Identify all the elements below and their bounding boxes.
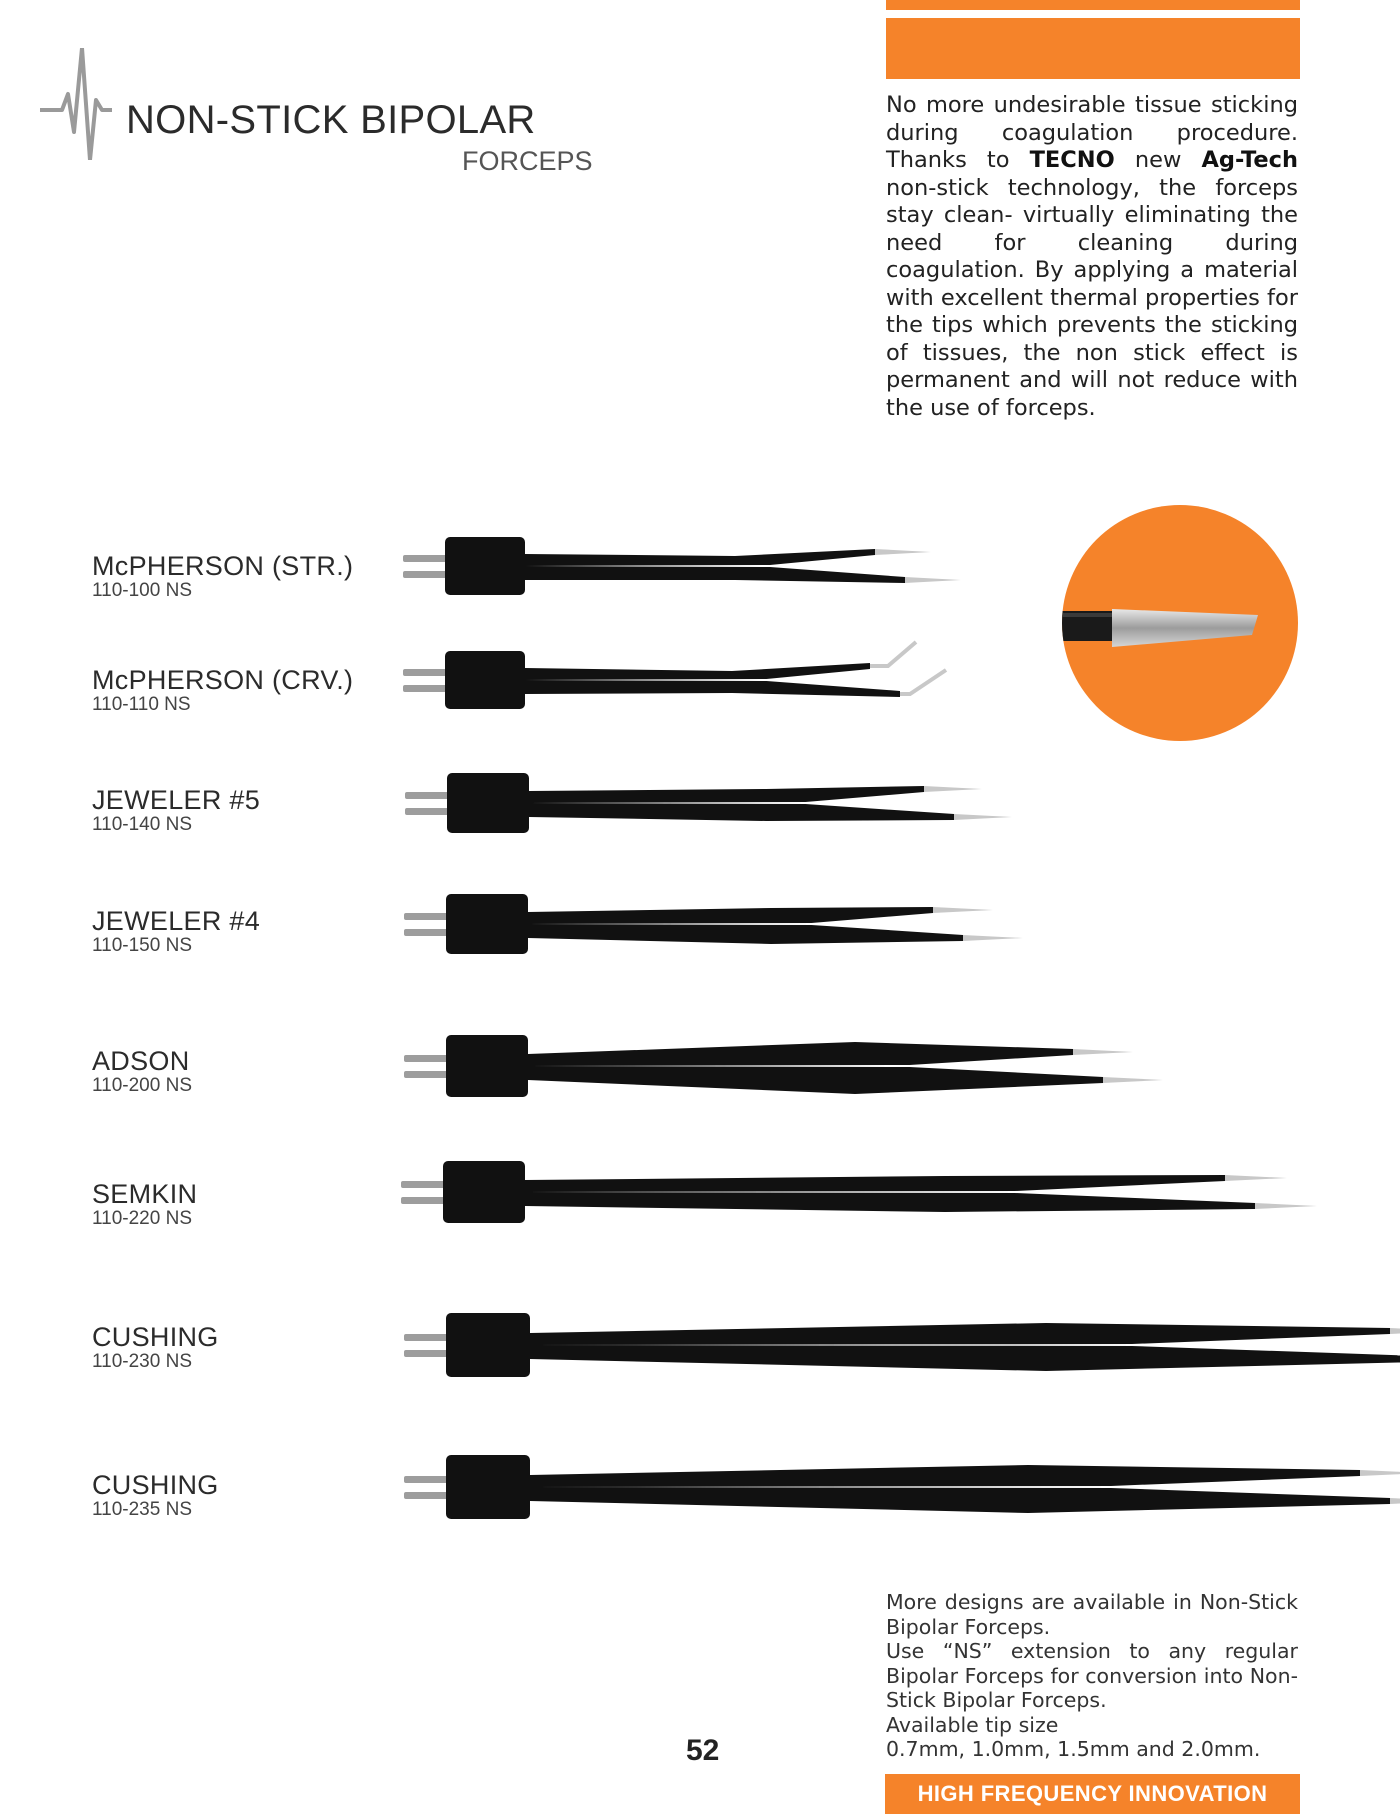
connector-pin bbox=[404, 1334, 450, 1341]
forceps-lower-arm bbox=[525, 566, 905, 583]
forceps-lower-arm bbox=[528, 1066, 1103, 1094]
forceps-tip bbox=[1390, 1498, 1400, 1504]
connector-pin bbox=[405, 792, 451, 799]
footer-tagline-bar bbox=[885, 1774, 1300, 1814]
note-line: More designs are available in Non-Stick Bipolar Forceps. bbox=[886, 1590, 1298, 1639]
forceps-tip bbox=[954, 814, 1012, 820]
forceps-upper-arm bbox=[529, 786, 924, 803]
connector-pin bbox=[404, 1350, 450, 1357]
forceps-upper-arm bbox=[525, 549, 875, 566]
additional-notes bbox=[886, 1590, 1298, 1762]
forceps-tip bbox=[900, 670, 946, 694]
forceps-lower-arm bbox=[525, 680, 900, 697]
product-code: 110-110 NS bbox=[92, 694, 191, 715]
connector-pin bbox=[404, 913, 450, 920]
forceps-hub bbox=[446, 894, 528, 954]
forceps-lower-arm bbox=[529, 803, 954, 821]
intro-text: new bbox=[1114, 147, 1202, 173]
product-code: 110-150 NS bbox=[92, 935, 192, 956]
forceps-hub bbox=[447, 773, 529, 833]
product-name: SEMKIN bbox=[92, 1179, 198, 1209]
product-code: 110-140 NS bbox=[92, 814, 192, 835]
product-name: McPHERSON (CRV.) bbox=[92, 665, 354, 695]
intro-text: non-stick technology, the forceps stay clean- virtually eliminating the need for cleaning during coagulation. By applying a material with excellent thermal properties for the tips which prevents the sticking of tissues, the non stick effect is permanent and will not reduce with the use of forceps. bbox=[886, 174, 1298, 421]
page-number: 52 bbox=[686, 1734, 720, 1767]
note-line: 0.7mm, 1.0mm, 1.5mm and 2.0mm. bbox=[886, 1737, 1261, 1761]
connector-pin bbox=[403, 571, 449, 578]
product-name: CUSHING bbox=[92, 1322, 219, 1352]
forceps-tip bbox=[924, 786, 982, 792]
forceps-hub bbox=[446, 1313, 530, 1377]
connector-pin bbox=[404, 1476, 450, 1483]
forceps-lower-arm bbox=[525, 1192, 1255, 1212]
intro-text: No more undesirable tissue sticking during coagulation procedure. Thanks to bbox=[886, 92, 1298, 173]
forceps-tip bbox=[875, 549, 931, 555]
product-code: 110-100 NS bbox=[92, 580, 192, 601]
forceps-lower-arm bbox=[530, 1487, 1390, 1513]
connector-pin bbox=[404, 1071, 450, 1078]
connector-pin bbox=[401, 1181, 447, 1188]
connector-pin bbox=[403, 685, 449, 692]
brand-name: TECNO bbox=[1029, 147, 1115, 173]
forceps-hub bbox=[443, 1161, 525, 1223]
forceps-tip bbox=[870, 642, 916, 666]
product-name: ADSON bbox=[92, 1046, 190, 1076]
product-code: 110-235 NS bbox=[92, 1499, 192, 1520]
forceps-tip bbox=[905, 577, 961, 583]
product-name: CUSHING bbox=[92, 1470, 219, 1500]
page-title: NON-STICK BIPOLAR bbox=[126, 98, 536, 142]
product-name: McPHERSON (STR.) bbox=[92, 551, 354, 581]
forceps-tip bbox=[1073, 1049, 1133, 1055]
forceps-upper-arm bbox=[528, 1042, 1073, 1066]
forceps-tip bbox=[963, 935, 1023, 941]
product-name: JEWELER #5 bbox=[92, 785, 261, 815]
forceps-hub bbox=[445, 537, 525, 595]
note-line: Available tip size bbox=[886, 1712, 1059, 1737]
forceps-tip bbox=[1360, 1470, 1400, 1476]
forceps-tip bbox=[933, 907, 993, 913]
connector-pin bbox=[403, 669, 449, 676]
forceps-hub bbox=[445, 651, 525, 709]
connector-pin bbox=[403, 555, 449, 562]
forceps-lower-arm bbox=[528, 924, 963, 944]
technology-name: Ag-Tech bbox=[1201, 147, 1298, 173]
forceps-upper-arm bbox=[525, 663, 870, 680]
forceps-lower-arm bbox=[530, 1345, 1400, 1371]
connector-pin bbox=[404, 929, 450, 936]
forceps-hub bbox=[446, 1035, 528, 1097]
forceps-hub bbox=[446, 1455, 530, 1519]
product-name: JEWELER #4 bbox=[92, 906, 261, 936]
connector-pin bbox=[404, 1492, 450, 1499]
connector-pin bbox=[405, 808, 451, 815]
page-subtitle: FORCEPS bbox=[462, 146, 593, 176]
forceps-tip bbox=[1390, 1328, 1400, 1334]
forceps-upper-arm bbox=[528, 907, 933, 924]
connector-pin bbox=[401, 1197, 447, 1204]
product-code: 110-200 NS bbox=[92, 1075, 192, 1096]
footer-tagline: HIGH FREQUENCY INNOVATION bbox=[917, 1781, 1268, 1806]
product-code: 110-230 NS bbox=[92, 1351, 192, 1372]
forceps-tip bbox=[1103, 1077, 1163, 1083]
forceps-upper-arm bbox=[530, 1465, 1360, 1487]
product-code: 110-220 NS bbox=[92, 1208, 192, 1229]
connector-pin bbox=[404, 1055, 450, 1062]
forceps-upper-arm bbox=[530, 1323, 1390, 1345]
note-line: Use “NS” extension to any regular Bipolar Forceps for conversion into Non-Stick Bipolar Forceps. bbox=[886, 1639, 1298, 1712]
forceps-tip bbox=[1255, 1203, 1317, 1209]
forceps-tip bbox=[1225, 1175, 1287, 1181]
forceps-upper-arm bbox=[525, 1175, 1225, 1192]
